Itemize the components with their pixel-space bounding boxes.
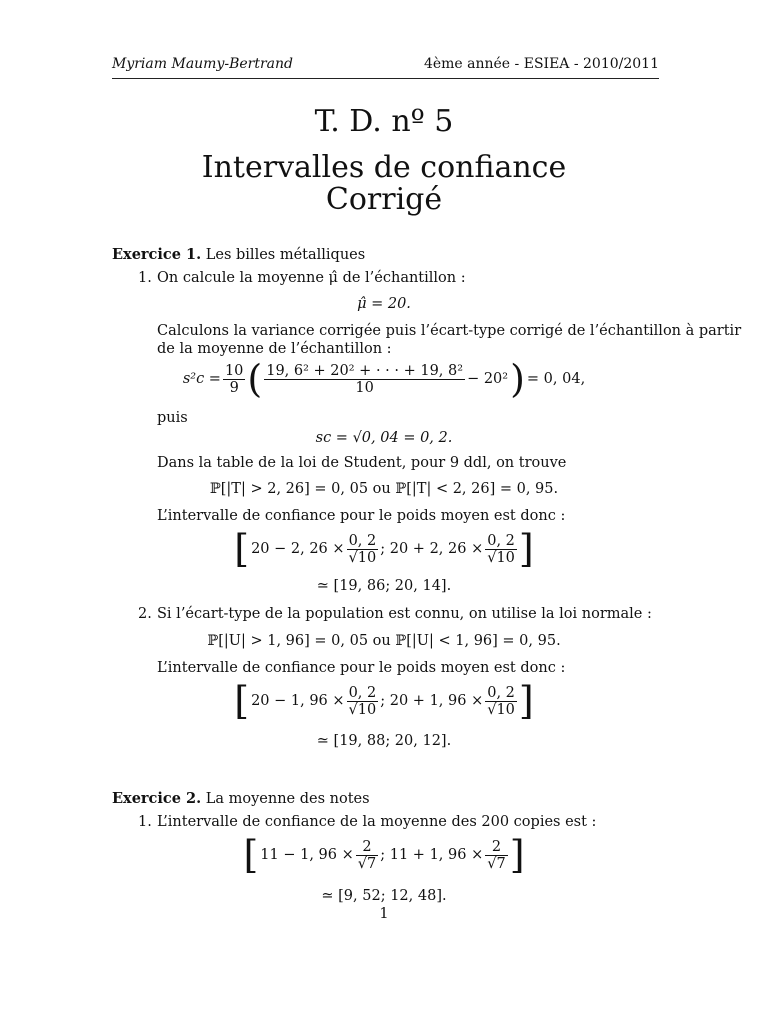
exercise1-heading-line bbox=[112, 246, 365, 263]
header-course: 4ème année - ESIEA - 2010/2011 bbox=[423, 56, 659, 72]
ex2-ci-equation bbox=[0, 833, 768, 877]
ex1-var-intro-2: de la moyenne de l’échantillon : bbox=[157, 341, 392, 357]
page-number: 1 bbox=[379, 906, 389, 922]
ci-fraction-2 bbox=[485, 839, 507, 872]
ci-mid: ; 20 + 1, 96 × bbox=[380, 693, 484, 709]
ex2-item1-intro: L’intervalle de confiance de la moyenne des 200 copies est : bbox=[157, 814, 597, 830]
left-bracket: [ bbox=[234, 527, 250, 571]
header-author: Myriam Maumy-Bertrand bbox=[112, 56, 294, 72]
ex1-sd-equation: sc = √0, 04 = 0, 2. bbox=[315, 430, 453, 446]
var-inner-den: 10 bbox=[355, 379, 374, 396]
ex2-item1-number: 1. bbox=[138, 814, 152, 830]
ex1-puis: puis bbox=[157, 410, 188, 426]
ex1-normal-equation: ℙ[|U| > 1, 96] = 0, 05 ou ℙ[|U| < 1, 96] = 0, 95. bbox=[207, 633, 561, 649]
ci-left: 20 − 2, 26 × bbox=[251, 541, 345, 557]
ci-frac2-den: √10 bbox=[487, 701, 515, 718]
ex1-item1-intro: On calcule la moyenne μ̂ de l’échantillon : bbox=[157, 270, 466, 286]
ci-mid: ; 20 + 2, 26 × bbox=[380, 541, 484, 557]
ex1-item2-ci-intro: L’intervalle de confiance pour le poids moyen est donc : bbox=[157, 660, 566, 676]
ex1-item1-number: 1. bbox=[138, 270, 152, 286]
ci-fraction-1 bbox=[347, 533, 379, 566]
right-bracket: ] bbox=[518, 679, 534, 723]
ci-frac1-den: √7 bbox=[357, 855, 377, 872]
left-bracket: [ bbox=[234, 679, 250, 723]
ex1-var-intro-1: Calculons la variance corrigée puis l’écart-type corrigé de l’échantillon à partir bbox=[157, 323, 742, 339]
right-bracket: ] bbox=[509, 833, 525, 877]
open-paren: ( bbox=[247, 357, 263, 401]
ci-fraction-1 bbox=[356, 839, 378, 872]
ci-frac1-den: √10 bbox=[348, 701, 377, 718]
var-inner-num: 19, 6² + 20² + · · · + 19, 8² bbox=[266, 362, 464, 379]
ex1-ci-intro: L’intervalle de confiance pour le poids moyen est donc : bbox=[157, 508, 566, 524]
ex1-ci-equation bbox=[0, 527, 768, 571]
var-minus: − 20² bbox=[467, 371, 509, 387]
exercise2-heading: Exercice 2. bbox=[112, 790, 202, 807]
var-coef-den: 9 bbox=[229, 379, 239, 396]
var-result: = 0, 04, bbox=[526, 371, 586, 387]
ci-frac1-den: √10 bbox=[348, 549, 377, 566]
exercise2-heading-line bbox=[112, 790, 370, 807]
ci-frac1-num: 0, 2 bbox=[347, 685, 379, 702]
ci-frac2-num: 0, 2 bbox=[485, 533, 517, 550]
exercise1-heading: Exercice 1. bbox=[112, 246, 202, 263]
ci-fraction-2 bbox=[485, 533, 517, 566]
ci-left: 20 − 1, 96 × bbox=[251, 693, 345, 709]
page-subtitle-2: Corrigé bbox=[325, 182, 443, 217]
var-coef-fraction bbox=[223, 363, 245, 396]
right-bracket: ] bbox=[518, 527, 534, 571]
ci-mid: ; 11 + 1, 96 × bbox=[380, 847, 484, 863]
ci-fraction-2 bbox=[485, 685, 517, 718]
page-subtitle: Intervalles de confiance bbox=[201, 150, 567, 185]
ci-left: 11 − 1, 96 × bbox=[260, 847, 354, 863]
ci-frac2-num: 2 bbox=[485, 839, 507, 856]
ci-frac2-den: √10 bbox=[487, 549, 515, 566]
ex1-item2-intro: Si l’écart-type de la population est connu, on utilise la loi normale : bbox=[157, 606, 652, 622]
ci-frac1-num: 2 bbox=[356, 839, 378, 856]
exercise2-subtitle: La moyenne des notes bbox=[205, 791, 370, 807]
var-inner-fraction bbox=[264, 363, 465, 396]
var-lhs: s²c = bbox=[182, 371, 221, 387]
header-rule bbox=[112, 78, 659, 79]
ci-frac2-den: √7 bbox=[487, 855, 506, 872]
exercise1-subtitle: Les billes métalliques bbox=[205, 247, 366, 263]
ci-frac2-num: 0, 2 bbox=[485, 685, 517, 702]
ex1-student-equation: ℙ[|T| > 2, 26] = 0, 05 ou ℙ[|T| < 2, 26] = 0, 95. bbox=[209, 481, 559, 497]
var-coef-num: 10 bbox=[224, 362, 244, 379]
ci-frac1-num: 0, 2 bbox=[347, 533, 379, 550]
ci-fraction-1 bbox=[347, 685, 379, 718]
ex1-item2-ci-equation bbox=[0, 679, 768, 723]
ex1-variance-equation bbox=[0, 357, 768, 401]
left-bracket: [ bbox=[243, 833, 259, 877]
ex1-item2-ci-result: ≃ [19, 88; 20, 12]. bbox=[316, 733, 452, 749]
ex2-ci-result: ≃ [9, 52; 12, 48]. bbox=[321, 888, 447, 904]
ex1-ci-result: ≃ [19, 86; 20, 14]. bbox=[316, 578, 452, 594]
ex1-item2-number: 2. bbox=[138, 606, 152, 622]
ex1-student-intro: Dans la table de la loi de Student, pour 9 ddl, on trouve bbox=[157, 455, 567, 471]
ex1-mean-equation: μ̂ = 20. bbox=[357, 296, 411, 312]
page-title: T. D. nº 5 bbox=[314, 104, 454, 139]
close-paren: ) bbox=[510, 357, 525, 401]
